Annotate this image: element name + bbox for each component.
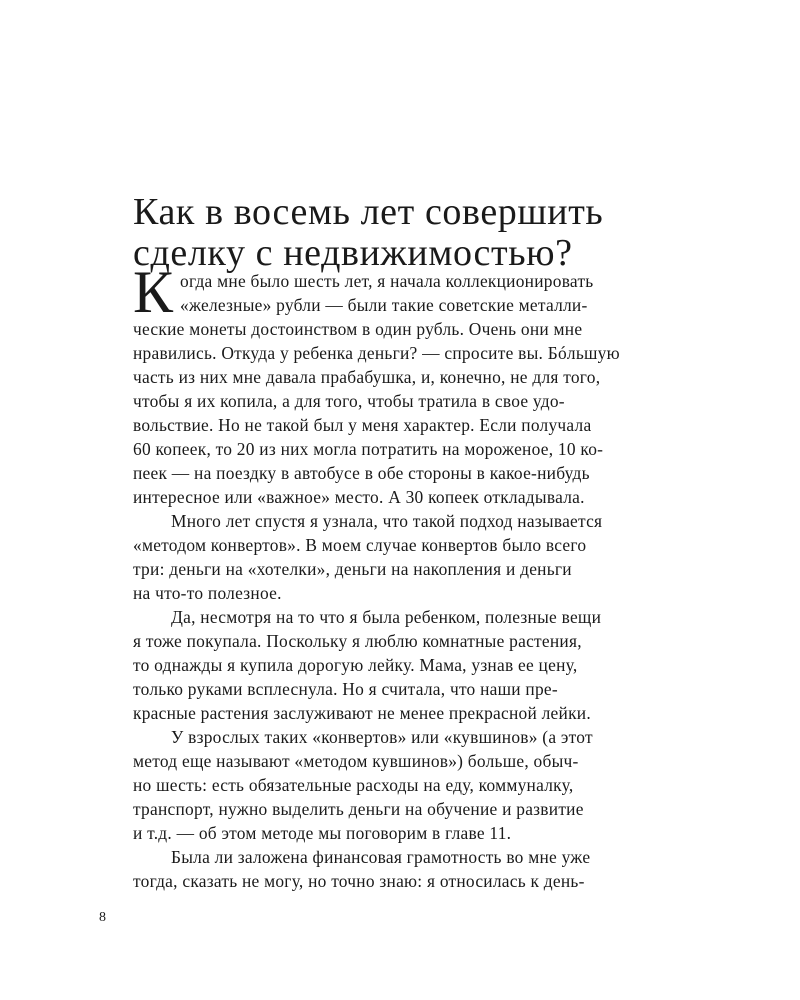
body-line: Да, несмотря на то что я была ребенком, полезные вещи [171,607,602,627]
body-line: тогда, сказать не могу, но точно знаю: я относилась к день- [133,871,585,891]
body-line: то однажды я купила дорогую лейку. Мама, узнав ее цену, [133,655,578,675]
body-line: на что-то полезное. [133,583,282,603]
chapter-title-line-1: Как в восемь лет совершить [133,191,604,233]
body-line: три: деньги на «хотелки», деньги на накопления и деньги [133,559,572,579]
chapter-title [133,192,603,274]
body-line: метод еще называют «методом кувшинов») больше, обыч- [133,751,579,771]
body-line: 60 копеек, то 20 из них могла потратить на мороженое, 10 ко- [133,439,604,459]
body-line: «методом конвертов». В моем случае конвертов было всего [133,535,587,555]
body-line: часть из них мне давала прабабушка, и, конечно, не для того, [133,367,601,387]
body-line: огда мне было шесть лет, я начала коллекционировать [180,271,594,291]
body-line: я тоже покупала. Поскольку я люблю комнатные растения, [133,631,582,651]
body-line: только руками всплеснула. Но я считала, что наши пре- [133,679,558,699]
page-number: 8 [99,910,106,925]
body-line: транспорт, нужно выделить деньги на обучение и развитие [133,799,584,819]
body-line: и т.д. — об этом методе мы поговорим в главе 11. [133,823,512,843]
drop-cap: К [133,259,174,325]
body-line: ческие монеты достоинством в один рубль. Очень они мне [133,319,583,339]
chapter-title-line-2: сделку с недвижимостью? [133,232,573,274]
body-line: Была ли заложена финансовая грамотность во мне уже [171,847,591,867]
body-line: пеек — на поездку в автобусе в обе стороны в какое-нибудь [133,463,590,483]
body-line: но шесть: есть обязательные расходы на еду, коммуналку, [133,775,574,795]
body-line: нравились. Откуда у ребенка деньги? — спросите вы. Бóльшую [133,343,620,363]
body-line: интересное или «важное» место. А 30 копеек откладывала. [133,487,585,507]
body-line: вольствие. Но не такой был у меня характер. Если получала [133,415,592,435]
body-line: чтобы я их копила, а для того, чтобы тратила в свое удо- [133,391,565,411]
body-line: У взрослых таких «конвертов» или «кувшинов» (а этот [171,727,593,747]
body-line: «железные» рубли — были такие советские металли- [180,295,588,315]
body-line: красные растения заслуживают не менее прекрасной лейки. [133,703,591,723]
body-line: Много лет спустя я узнала, что такой подход называется [171,511,603,531]
